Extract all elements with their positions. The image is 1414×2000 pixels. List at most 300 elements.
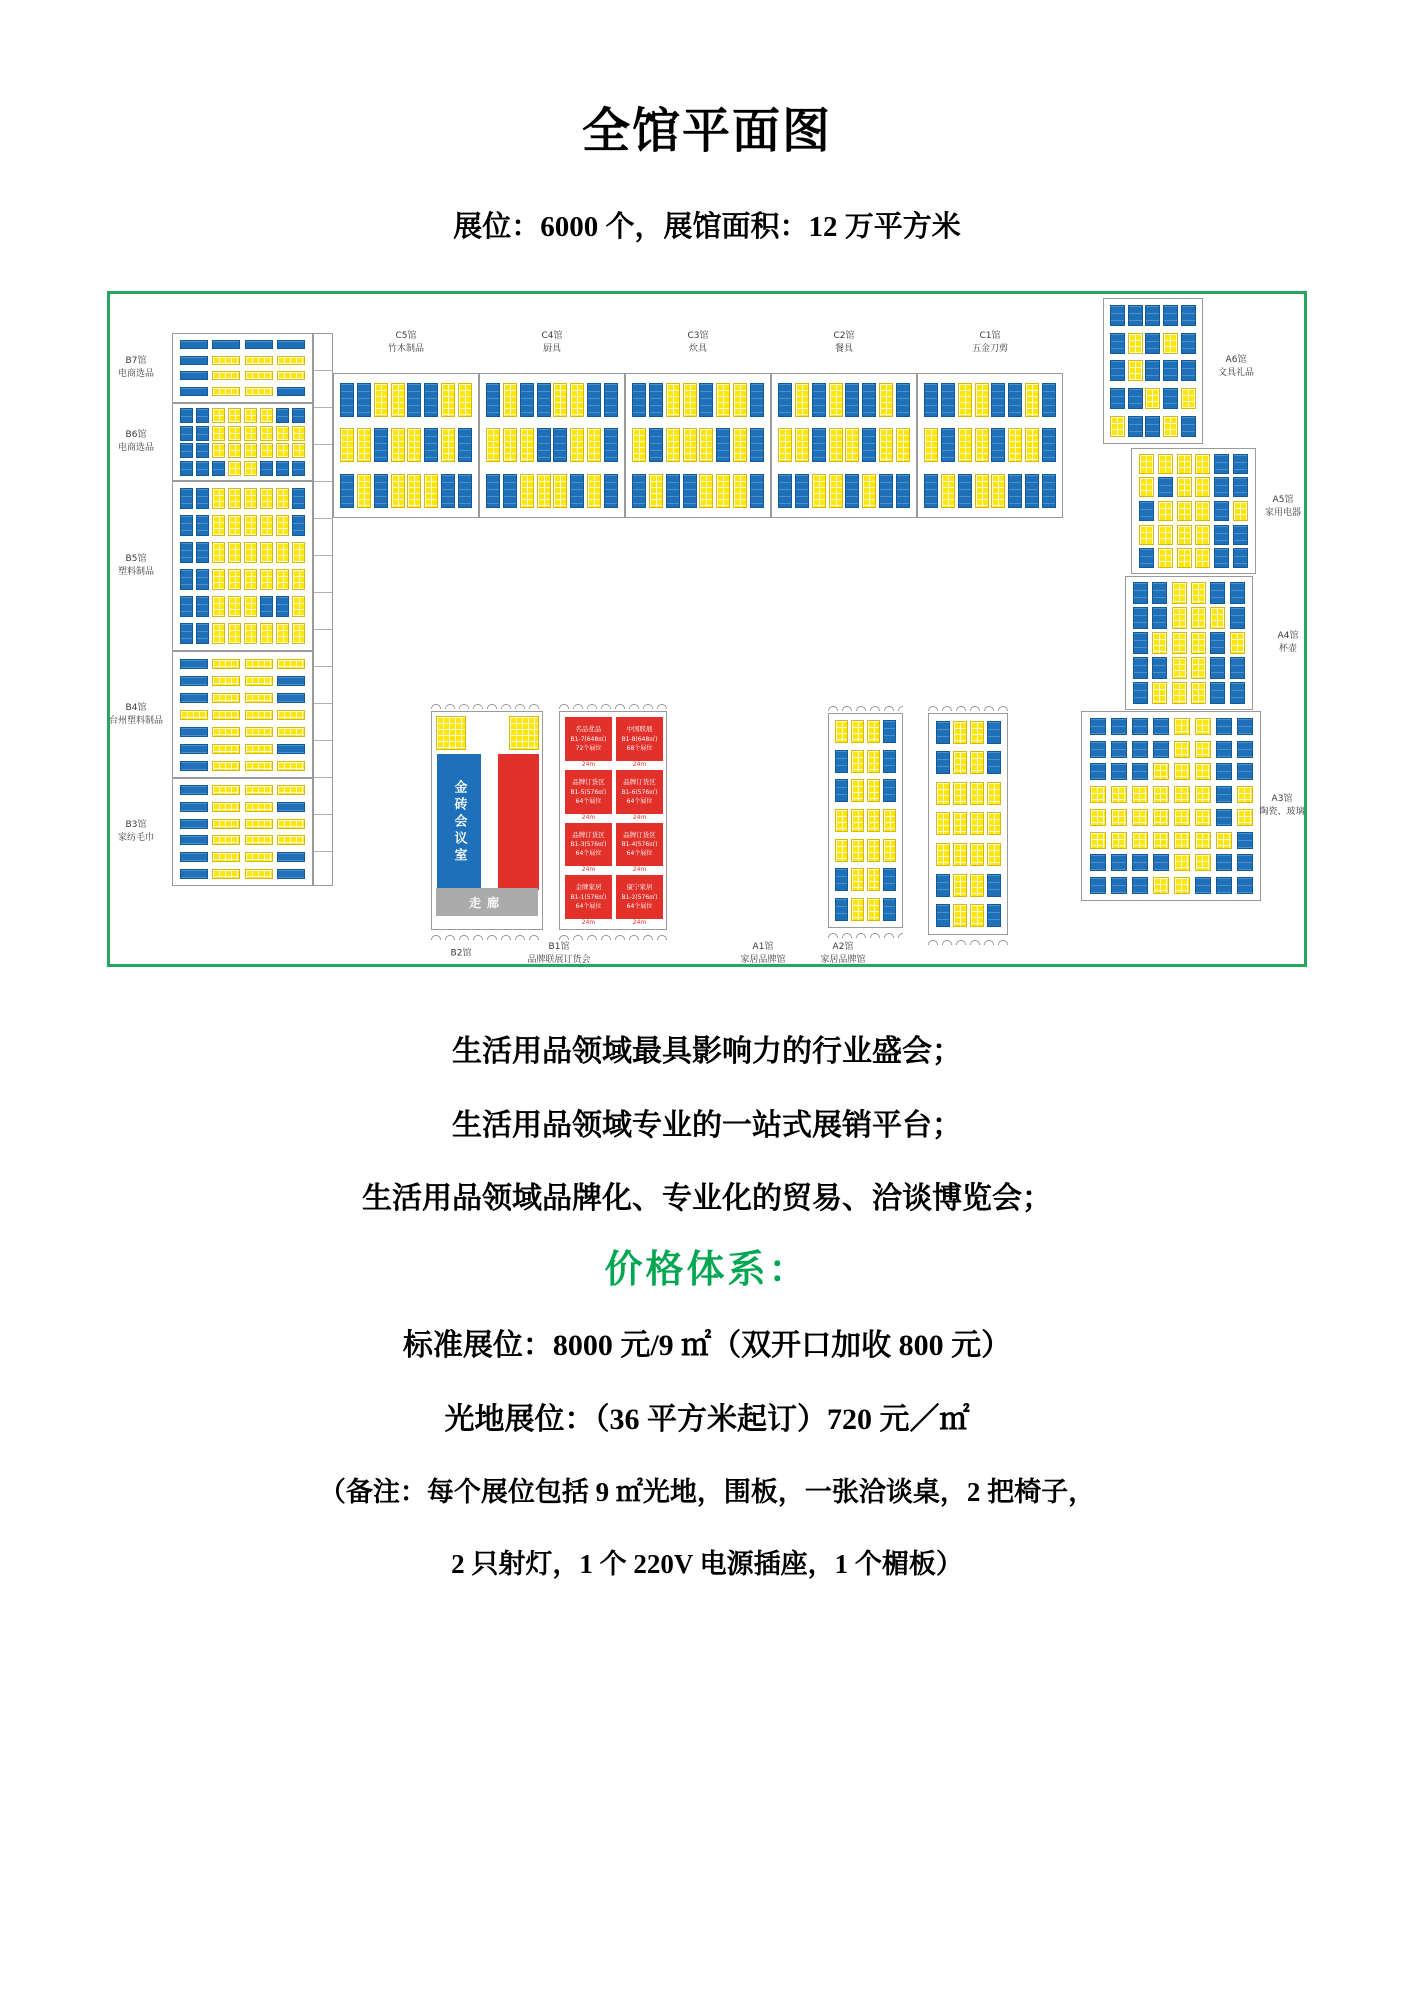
booth	[1145, 305, 1160, 326]
booth	[1133, 682, 1148, 704]
booth	[1139, 477, 1154, 497]
booth	[260, 623, 273, 644]
booth	[245, 340, 273, 349]
booth	[212, 461, 225, 476]
booth	[716, 428, 730, 462]
booth	[196, 426, 209, 441]
booth	[953, 751, 967, 774]
booth	[180, 569, 193, 590]
booth	[292, 408, 305, 423]
door-arcs	[559, 932, 667, 940]
booth	[1177, 477, 1192, 497]
booth	[953, 812, 967, 835]
hall-label-A5: A5馆 家用电器	[1264, 494, 1302, 518]
booth	[1195, 854, 1211, 871]
hall-A5	[1131, 448, 1256, 574]
booth	[1132, 854, 1148, 871]
b1-zone-width-label: 24m	[632, 813, 647, 821]
booth	[276, 408, 289, 423]
booth	[851, 868, 864, 891]
price-raw-space: 光地展位：（36 平方米起订）720 元／㎡	[444, 1403, 970, 1436]
b1-zone-width-label: 24m	[632, 866, 647, 874]
booth	[441, 428, 455, 462]
booth	[340, 474, 354, 508]
booth	[867, 898, 880, 921]
price-heading: 价格体系：	[604, 1249, 810, 1291]
booth	[1181, 416, 1196, 437]
booth	[180, 710, 208, 720]
booth	[1111, 786, 1127, 803]
booth	[180, 802, 208, 812]
booth	[750, 383, 764, 417]
booth	[212, 371, 240, 380]
booth	[212, 869, 240, 879]
b1-zone	[616, 770, 663, 821]
booth	[750, 428, 764, 462]
booth	[1174, 786, 1190, 803]
b1-zone-width-label: 24m	[581, 866, 596, 874]
booth	[1216, 854, 1232, 871]
booth	[1195, 454, 1210, 474]
booth	[778, 474, 792, 508]
hall-C4	[479, 373, 625, 518]
booth	[851, 809, 864, 832]
booth	[1132, 809, 1148, 826]
booth	[212, 356, 240, 365]
booth	[587, 383, 601, 417]
booth	[1172, 607, 1187, 629]
booth	[896, 383, 910, 417]
booth	[196, 488, 209, 509]
booth	[1008, 474, 1022, 508]
booth	[1163, 305, 1178, 326]
booth	[1110, 305, 1125, 326]
booth	[1237, 877, 1253, 894]
tagline-2: 生活用品领域专业的一站式展销平台；	[452, 1109, 962, 1142]
booth	[245, 387, 273, 396]
booth	[835, 809, 848, 832]
booth	[245, 371, 273, 380]
booth	[1139, 501, 1154, 521]
booth	[180, 488, 193, 509]
booth	[716, 474, 730, 508]
booth	[1195, 477, 1210, 497]
booth	[699, 474, 713, 508]
b1-zone-card: 品牌订货区 B1-3(576㎡) 64个展位	[565, 823, 612, 867]
booth	[244, 542, 257, 563]
booth	[1090, 786, 1106, 803]
booth	[883, 839, 896, 862]
booth	[196, 515, 209, 536]
booth	[1216, 718, 1232, 735]
booth	[936, 751, 950, 774]
booth	[1128, 360, 1143, 381]
booth	[228, 542, 241, 563]
booth	[212, 443, 225, 458]
booth	[245, 835, 273, 845]
booth	[1111, 877, 1127, 894]
hall-A6	[1103, 298, 1203, 444]
hall-B7	[172, 333, 313, 403]
booth	[357, 383, 371, 417]
hall-label-B4: B4馆 台州塑料制品	[108, 702, 164, 726]
booth	[357, 474, 371, 508]
floorplan	[107, 291, 1307, 967]
hall-C1	[917, 373, 1063, 518]
booth	[1111, 832, 1127, 849]
booth	[292, 569, 305, 590]
booth	[1230, 607, 1245, 629]
door-arcs	[828, 930, 903, 938]
note-line-1: （备注：每个展位包括 9 ㎡光地，围板，一张洽谈桌，2 把椅子，	[318, 1477, 1096, 1507]
booth	[1163, 416, 1178, 437]
booth	[835, 779, 848, 802]
note-line-2: 2 只射灯，1 个 220V 电源插座，1 个楣板）	[451, 1549, 963, 1579]
booth	[862, 383, 876, 417]
booth	[936, 812, 950, 835]
hall-label-B7: B7馆 电商选品	[117, 355, 155, 379]
booth	[212, 488, 225, 509]
booth	[883, 868, 896, 891]
booth	[1152, 607, 1167, 629]
booth	[228, 461, 241, 476]
booth	[180, 356, 208, 365]
booth	[1111, 741, 1127, 758]
booth	[228, 408, 241, 423]
booth	[1110, 416, 1125, 437]
booth	[391, 428, 405, 462]
booth	[458, 383, 472, 417]
booth	[991, 428, 1005, 462]
booth	[1132, 877, 1148, 894]
booth	[277, 727, 305, 737]
booth	[1191, 607, 1206, 629]
booth	[180, 869, 208, 879]
booth	[260, 515, 273, 536]
booth	[1237, 763, 1253, 780]
conference-room	[437, 754, 481, 890]
booth	[1133, 582, 1148, 604]
booth	[180, 761, 208, 771]
booth	[1152, 582, 1167, 604]
booth	[896, 474, 910, 508]
booth	[1172, 657, 1187, 679]
booth	[212, 340, 240, 349]
booth	[212, 852, 240, 862]
booth	[778, 428, 792, 462]
booth	[970, 751, 984, 774]
booth	[1128, 333, 1143, 354]
booth	[374, 474, 388, 508]
booth	[936, 782, 950, 805]
booth	[407, 474, 421, 508]
booth	[1132, 832, 1148, 849]
booth	[953, 904, 967, 927]
booth	[212, 761, 240, 771]
hall-label-A4: A4馆 杯壶	[1277, 630, 1299, 654]
hall-label-B1: B1馆 品牌联展订货会	[527, 941, 591, 965]
booth	[245, 802, 273, 812]
booth	[936, 874, 950, 897]
booth	[407, 428, 421, 462]
booth	[244, 488, 257, 509]
booth	[1133, 657, 1148, 679]
booth	[1177, 525, 1192, 545]
b1-zone-card: 品牌订货区 B1-4(576㎡) 64个展位	[616, 823, 663, 867]
booth	[1195, 786, 1211, 803]
hall-label-C5: C5馆 竹木制品	[387, 330, 425, 354]
booth	[1216, 741, 1232, 758]
booth	[1132, 763, 1148, 780]
b1-zone	[616, 717, 663, 768]
booth	[244, 569, 257, 590]
door-arcs	[828, 703, 903, 711]
booth	[733, 383, 747, 417]
booth	[1152, 682, 1167, 704]
booth	[292, 426, 305, 441]
booth	[632, 383, 646, 417]
hall-label-B2: B2馆	[450, 948, 472, 959]
booth	[666, 428, 680, 462]
booth	[1145, 416, 1160, 437]
booth	[1216, 877, 1232, 894]
booth	[180, 371, 208, 380]
booth	[879, 474, 893, 508]
booth	[228, 623, 241, 644]
b1-zone	[565, 717, 612, 768]
booth	[958, 383, 972, 417]
booth	[778, 383, 792, 417]
booth	[1195, 741, 1211, 758]
booth	[276, 569, 289, 590]
booth	[277, 835, 305, 845]
b1-zone	[616, 875, 663, 926]
booth	[862, 474, 876, 508]
booth	[883, 750, 896, 773]
booth	[632, 428, 646, 462]
booth	[1174, 877, 1190, 894]
booth	[245, 761, 273, 771]
booth	[570, 383, 584, 417]
hall-B3	[172, 778, 313, 886]
booth	[520, 474, 534, 508]
hall-B4	[172, 651, 313, 778]
booth	[180, 785, 208, 795]
booth	[196, 623, 209, 644]
booth	[276, 542, 289, 563]
booth	[970, 904, 984, 927]
booth	[486, 474, 500, 508]
tagline-3: 生活用品领域品牌化、专业化的贸易、洽谈博览会；	[362, 1182, 1052, 1215]
booth	[503, 474, 517, 508]
door-arcs	[559, 701, 667, 709]
booth	[228, 569, 241, 590]
booth	[424, 474, 438, 508]
booth	[180, 744, 208, 754]
booth	[277, 852, 305, 862]
booth	[936, 721, 950, 744]
booth	[180, 542, 193, 563]
booth	[1042, 383, 1056, 417]
booth	[180, 340, 208, 349]
booth	[276, 443, 289, 458]
booth	[1133, 607, 1148, 629]
corridor	[436, 888, 538, 916]
booth	[1008, 428, 1022, 462]
booth	[883, 779, 896, 802]
booth	[835, 839, 848, 862]
b1-zone-card: 品牌订货区 B1-6(576㎡) 64个展位	[616, 770, 663, 814]
booth	[867, 750, 880, 773]
booth	[1177, 454, 1192, 474]
booth	[1145, 333, 1160, 354]
booth	[1230, 657, 1245, 679]
booth	[424, 428, 438, 462]
booth	[1214, 525, 1229, 545]
booth	[1042, 428, 1056, 462]
booth	[835, 750, 848, 773]
booth	[1153, 809, 1169, 826]
booth	[260, 569, 273, 590]
booth	[486, 428, 500, 462]
booth	[683, 428, 697, 462]
booth	[391, 474, 405, 508]
booth	[1177, 501, 1192, 521]
booth	[1214, 477, 1229, 497]
booth	[699, 428, 713, 462]
booth	[212, 408, 225, 423]
booth	[1132, 741, 1148, 758]
booth	[1237, 718, 1253, 735]
booth	[1152, 657, 1167, 679]
booth	[1163, 388, 1178, 409]
booth	[829, 383, 843, 417]
booth	[277, 761, 305, 771]
booth	[570, 428, 584, 462]
b1-zone-card: 金牌家居 B1-1(576㎡) 64个展位	[565, 875, 612, 919]
booth	[1090, 718, 1106, 735]
booth	[941, 474, 955, 508]
booth	[987, 843, 1001, 866]
booth	[1139, 454, 1154, 474]
booth	[1153, 786, 1169, 803]
booth	[357, 428, 371, 462]
booth	[953, 721, 967, 744]
b1-cells	[565, 717, 663, 926]
hall-B5	[172, 481, 313, 651]
booth	[245, 819, 273, 829]
booth	[228, 596, 241, 617]
booth	[260, 488, 273, 509]
booth	[245, 785, 273, 795]
red-exhibit-block	[498, 754, 539, 890]
booth	[1163, 333, 1178, 354]
booth	[604, 474, 618, 508]
booth	[1090, 854, 1106, 871]
booth	[975, 474, 989, 508]
hall-A2	[928, 713, 1008, 935]
booth	[845, 474, 859, 508]
booth	[699, 383, 713, 417]
booth	[1128, 305, 1143, 326]
booth	[245, 727, 273, 737]
b1-zone-width-label: 24m	[632, 919, 647, 926]
booth	[1132, 718, 1148, 735]
booth	[1153, 854, 1169, 871]
b1-zone	[616, 823, 663, 874]
booth	[1174, 832, 1190, 849]
booth	[260, 596, 273, 617]
booth	[277, 340, 305, 349]
booth	[812, 474, 826, 508]
booth	[883, 720, 896, 743]
booth	[277, 693, 305, 703]
booth	[953, 843, 967, 866]
booth	[244, 461, 257, 476]
booth	[1172, 582, 1187, 604]
booth	[835, 898, 848, 921]
booth	[212, 693, 240, 703]
page-subtitle: 展位：6000 个，展馆面积：12 万平方米	[453, 211, 961, 243]
booth	[292, 596, 305, 617]
booth	[1237, 786, 1253, 803]
booth	[340, 383, 354, 417]
booth	[883, 809, 896, 832]
booth	[1174, 718, 1190, 735]
booth	[180, 461, 193, 476]
booth	[1111, 763, 1127, 780]
booth	[1139, 525, 1154, 545]
booth	[180, 408, 193, 423]
booth	[180, 387, 208, 396]
door-arcs	[928, 937, 1008, 945]
booth	[1158, 525, 1173, 545]
booth	[1128, 416, 1143, 437]
booth	[733, 474, 747, 508]
booth	[196, 569, 209, 590]
booth	[212, 387, 240, 396]
booth	[1214, 501, 1229, 521]
hall-label-B6: B6馆 电商选品	[117, 429, 155, 453]
booth	[1216, 809, 1232, 826]
booth	[883, 898, 896, 921]
booth	[244, 426, 257, 441]
booth	[1233, 501, 1248, 521]
hall-C3	[625, 373, 771, 518]
booth	[1210, 682, 1225, 704]
booth	[1153, 763, 1169, 780]
booth	[553, 428, 567, 462]
booth	[851, 898, 864, 921]
booth	[1172, 632, 1187, 654]
booth	[340, 428, 354, 462]
booth	[1233, 525, 1248, 545]
booth	[1181, 360, 1196, 381]
booth-group	[436, 716, 466, 750]
booth	[1090, 763, 1106, 780]
booth	[537, 474, 551, 508]
booth	[212, 569, 225, 590]
booth	[537, 428, 551, 462]
booth	[795, 474, 809, 508]
booth	[970, 843, 984, 866]
booth	[1214, 454, 1229, 474]
booth	[1210, 632, 1225, 654]
booth	[987, 904, 1001, 927]
booth	[212, 835, 240, 845]
booth	[276, 426, 289, 441]
booth	[391, 383, 405, 417]
